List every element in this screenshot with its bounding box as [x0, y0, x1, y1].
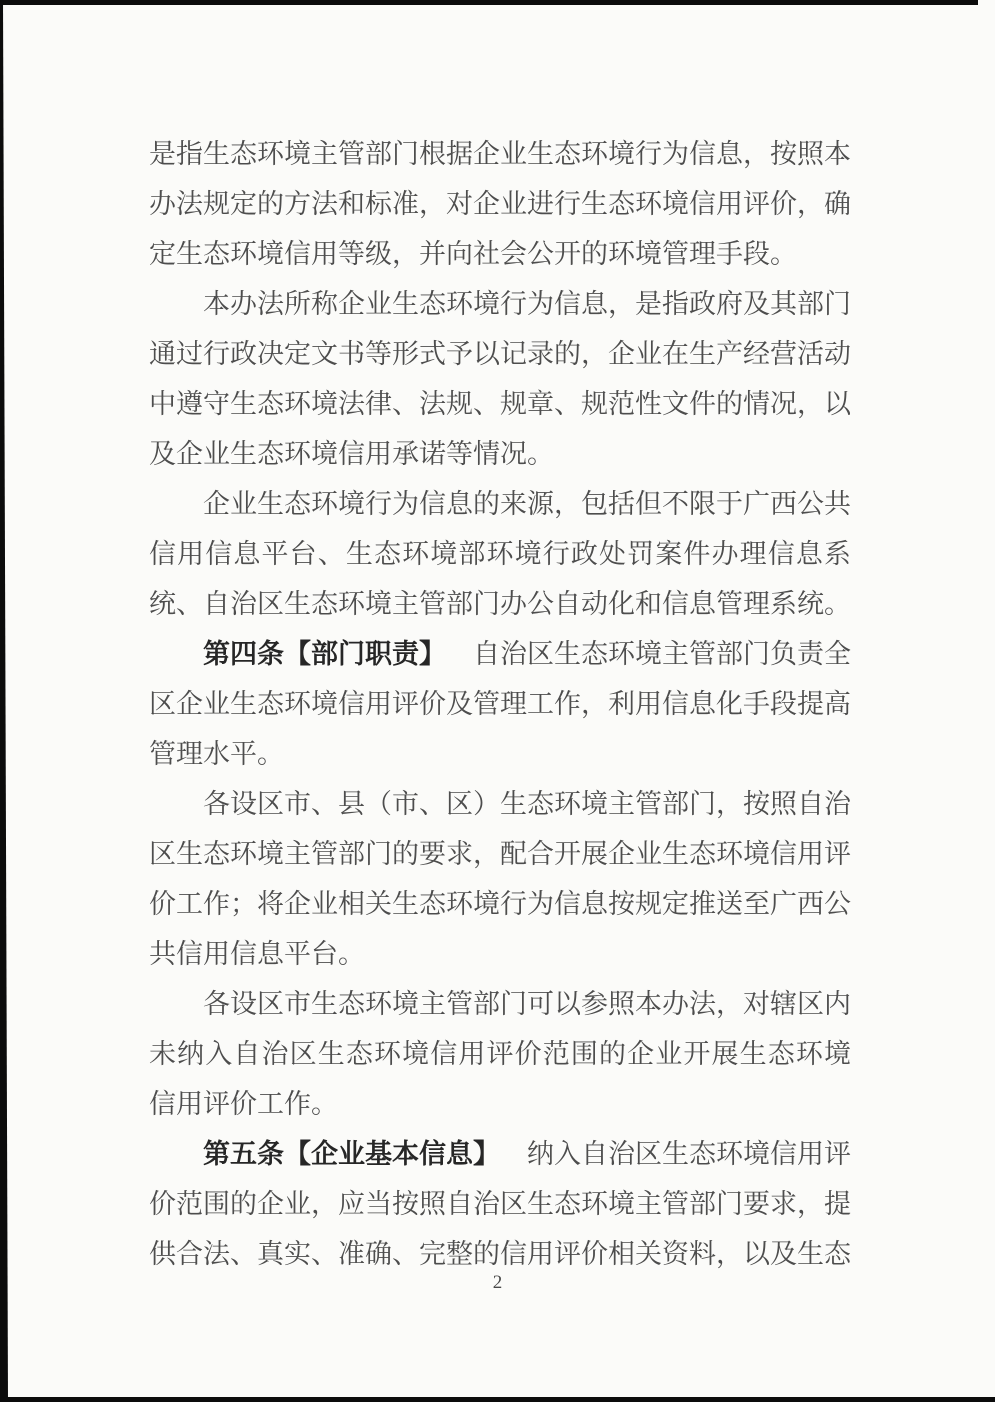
- text-line: 通过行政决定文书等形式予以记录的，企业在生产经营活动: [149, 339, 851, 369]
- text-line: 价范围的企业，应当按照自治区生态环境主管部门要求，提: [149, 1189, 851, 1219]
- text-line: 区企业生态环境信用评价及管理工作，利用信息化手段提高: [149, 689, 851, 719]
- scan-border-bottom: [0, 1397, 995, 1402]
- article-5-heading: 第五条【企业基本信息】: [203, 1139, 500, 1169]
- text-line: 未纳入自治区生态环境信用评价范围的企业开展生态环境: [149, 1039, 851, 1069]
- document-body: [149, 129, 851, 1279]
- text-line: 企业生态环境行为信息的来源，包括但不限于广西公共: [203, 489, 851, 519]
- text-line: 区生态环境主管部门的要求，配合开展企业生态环境信用评: [149, 839, 851, 869]
- text-line: 办法规定的方法和标准，对企业进行生态环境信用评价，确: [149, 189, 851, 219]
- scan-border-left: [0, 0, 8, 1402]
- article-5-line: [149, 1129, 851, 1179]
- text-line: 各设区市、县（市、区）生态环境主管部门，按照自治: [203, 789, 851, 819]
- text-line: 是指生态环境主管部门根据企业生态环境行为信息，按照本: [149, 139, 851, 169]
- article-5-text: 纳入自治区生态环境信用评: [527, 1139, 851, 1169]
- text-line: 及企业生态环境信用承诺等情况。: [149, 439, 554, 469]
- text-line: 供合法、真实、准确、完整的信用评价相关资料，以及生态: [149, 1239, 851, 1269]
- text-line: 信用评价工作。: [149, 1089, 338, 1119]
- text-line: 各设区市生态环境主管部门可以参照本办法，对辖区内: [203, 989, 851, 1019]
- article-4-line: [149, 629, 851, 679]
- text-line: 管理水平。: [149, 739, 284, 769]
- text-line: 信用信息平台、生态环境部环境行政处罚案件办理信息系: [149, 539, 851, 569]
- article-4-heading: 第四条【部门职责】: [203, 639, 446, 669]
- text-line: 中遵守生态环境法律、法规、规章、规范性文件的情况，以: [149, 389, 851, 419]
- text-line: 价工作；将企业相关生态环境行为信息按规定推送至广西公: [149, 889, 851, 919]
- scan-border-top: [0, 0, 978, 5]
- text-line: 定生态环境信用等级，并向社会公开的环境管理手段。: [149, 239, 797, 269]
- page-number: 2: [492, 1272, 503, 1293]
- text-line: 共信用信息平台。: [149, 939, 365, 969]
- article-4-text: 自治区生态环境主管部门负责全: [473, 639, 851, 669]
- text-line: 本办法所称企业生态环境行为信息，是指政府及其部门: [203, 289, 851, 319]
- text-line: 统、自治区生态环境主管部门办公自动化和信息管理系统。: [149, 589, 851, 619]
